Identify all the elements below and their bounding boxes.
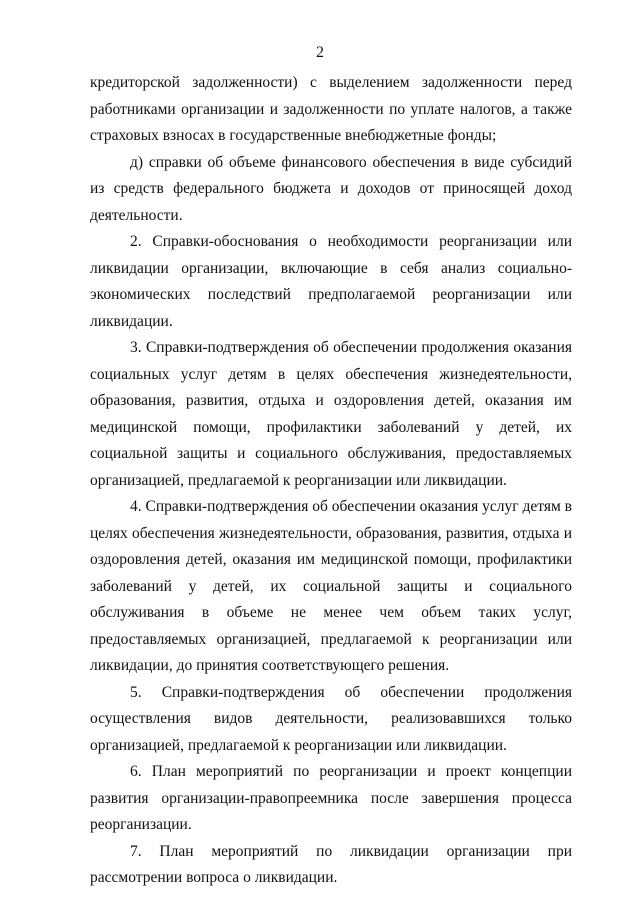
paragraph-item-3: 3. Справки-подтверждения об обеспечении продолжения оказания социальных услуг детям в целях обеспечения жизнедеятельности, образования, развития, отдыха и оздоровления детей, оказания им медицинской помощи, профилактики заболеваний у детей, их социальной защиты и социального обслуживания, предоставляемых организацией, предлагаемой к реорганизации или ликвидации. [90, 339, 572, 489]
paragraph-item-4: 4. Справки-подтверждения об обеспечении оказания услуг детям в целях обеспечения жизнедеятельности, образования, развития, отдыха и оздоровления детей, оказания им медицинской помощи, профилактики заболеваний у детей, их социальной защиты и социального обслуживания в объеме не менее чем объем таких услуг, предоставляемых организацией, предлагаемой к реорганизации или ликвидации, до принятия соответствующего решения. [90, 498, 572, 674]
paragraph-item-5: 5. Справки-подтверждения об обеспечении продолжения осуществления видов деятельности, реализовавшихся только организацией, предлагаемой к реорганизации или ликвидации. [90, 683, 572, 754]
paragraph-item-2: 2. Справки-обоснования о необходимости реорганизации или ликвидации организации, включающие в себя анализ социально-экономических последствий предполагаемой реорганизации или ликвидации. [90, 233, 572, 330]
page-number: 2 [316, 44, 324, 61]
document-body [90, 70, 572, 892]
paragraph-item-7: 7. План мероприятий по ликвидации организации при рассмотрении вопроса о ликвидации. [90, 842, 572, 886]
paragraph-subitem-d: д) справки об объеме финансового обеспечения в виде субсидий из средств федерального бюджета и доходов от приносящей доход деятельности. [90, 153, 572, 224]
paragraph-item-6: 6. План мероприятий по реорганизации и проект концепции развития организации-правопреемника после завершения процесса реорганизации. [90, 763, 572, 833]
paragraph-continuation: кредиторской задолженности) с выделением задолженности перед работниками организации и задолженности по уплате налогов, а также страховых взносах в государственные внебюджетные фонды; [90, 74, 572, 144]
